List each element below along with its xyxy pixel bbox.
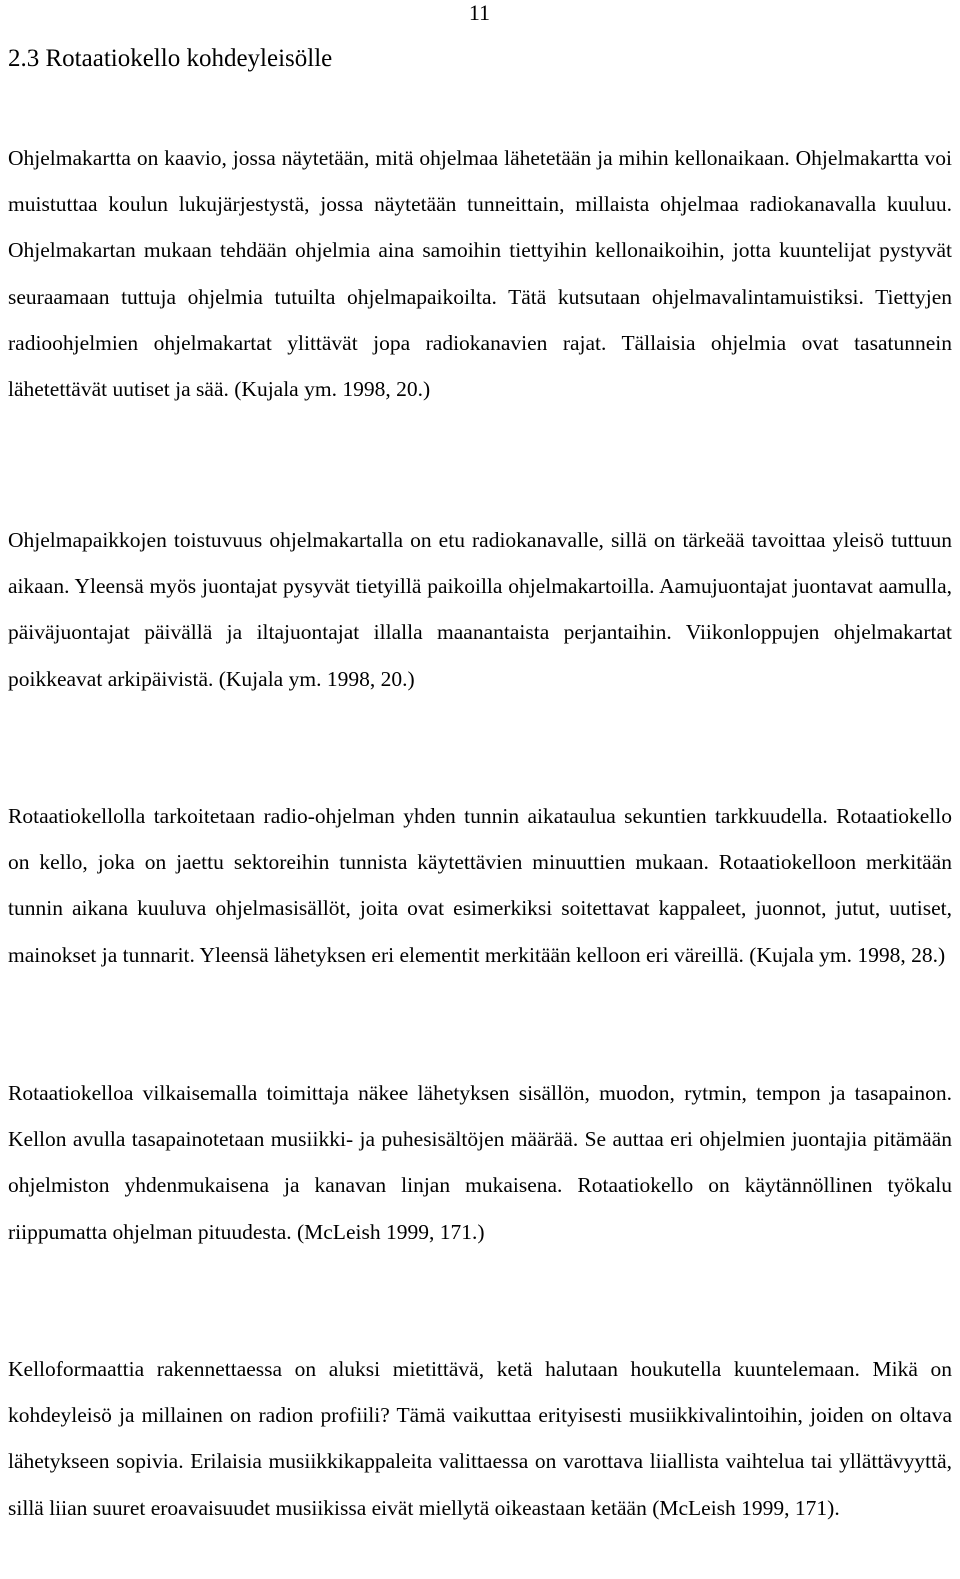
paragraph-rotation-clock-usage: Rotaatiokelloa vilkaisemalla toimittaja näkee lähetyksen sisällön, muodon, rytmin, tempon ja tasapainon. Kellon avulla tasapainotetaan musiikki- ja puhesisältöjen määrää. Se auttaa eri ohjelmien juontajia pitämään ohjelmiston yhdenmukaisena ja kanavan linjan mukaisena. Rotaatiokello on käytännöllinen työkalu riippumatta ohjelman pituudesta. (McLeish 1999, 171.) [8, 1081, 952, 1244]
page-number: 11 [468, 0, 490, 25]
paragraph-slot-repetition: Ohjelmapaikkojen toistuvuus ohjelmakartalla on etu radiokanavalle, sillä on tärkeää tavoittaa yleisö tuttuun aikaan. Yleensä myös juontajat pysyvät tietyillä paikoilla ohjelmakartoilla. Aamujuontajat juontavat aamulla, päiväjuontajat päivällä ja iltajuontajat illalla maanantaista perjantaihin. Viikonloppujen ohjelmakartat poikkeavat arkipäivistä. (Kujala ym. 1998, 20.) [8, 528, 952, 691]
paragraph-rotation-clock-definition: Rotaatiokellolla tarkoitetaan radio-ohjelman yhden tunnin aikataulua sekuntien tarkkuudella. Rotaatiokello on kello, joka on jaettu sektoreihin tunnista käytettävien minuuttien mukaan. Rotaatiokelloon merkitään tunnin aikana kuuluva ohjelmasisällöt, joita ovat esimerkiksi soitettavat kappaleet, juonnot, jutut, uutiset, mainokset ja tunnarit. Yleensä lähetyksen eri elementit merkitään kelloon eri väreillä. (Kujala ym. 1998, 28.) [8, 804, 952, 967]
section-heading: 2.3 Rotaatiokello kohdeyleisölle [8, 45, 333, 72]
paragraph-program-schedule: Ohjelmakartta on kaavio, jossa näytetään, mitä ohjelmaa lähetetään ja mihin kellonaikaan. Ohjelmakartta voi muistuttaa koulun lukujärjestystä, jossa näytetään tunneittain, millaista ohjelmaa radiokanavalla kuuluu. Ohjelmakartan mukaan tehdään ohjelmia aina samoihin tiettyihin kellonaikoihin, jotta kuuntelijat pystyvät seuraamaan tuttuja ohjelmia tutuilta ohjelmapaikoilta. Tätä kutsutaan ohjelmavalintamuistiksi. Tiettyjen radioohjelmien ohjelmakartat ylittävät jopa radiokanavien rajat. Tällaisia ohjelmia ovat tasatunnein lähetettävät uutiset ja sää. (Kujala ym. 1998, 20.) [8, 146, 952, 402]
paragraph-clock-format-audience: Kelloformaattia rakennettaessa on aluksi mietittävä, ketä halutaan houkutella kuuntelemaan. Mikä on kohdeyleisö ja millainen on radion profiili? Tämä vaikuttaa erityisesti musiikkivalintoihin, joiden on oltava lähetykseen sopivia. Erilaisia musiikkikappaleita valittaessa on varottava liiallista vaihtelua tai yllättävyyttä, sillä liian suuret eroavaisuudet musiikissa eivät miellytä oikeastaan ketään (McLeish 1999, 171). [8, 1357, 952, 1520]
